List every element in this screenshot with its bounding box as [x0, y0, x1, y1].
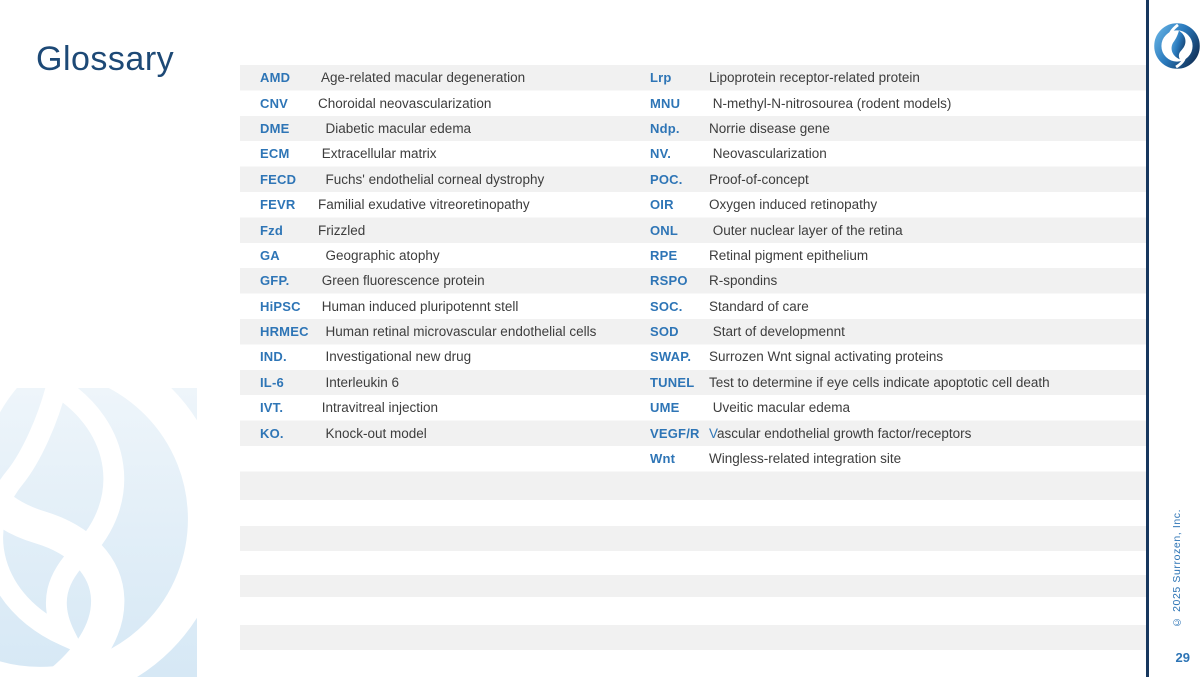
table-row: [240, 319, 642, 344]
term-label: IVT.: [260, 400, 284, 416]
table-row: [240, 294, 642, 319]
page-title: Glossary: [36, 40, 175, 78]
glossary-column-left: [240, 65, 642, 446]
table-row: [649, 344, 1146, 369]
term-label: TUNEL: [650, 374, 695, 390]
copyright-text: © 2025 Surrozen, Inc.: [1171, 508, 1183, 628]
definition-label: Choroidal neovascularization: [318, 95, 492, 111]
table-row: [649, 294, 1146, 319]
term-label: SOC.: [650, 298, 683, 314]
definition-label: Human retinal microvascular endothelial cells: [318, 324, 597, 340]
table-row: [649, 395, 1146, 420]
definition-label: Start of developmennt: [709, 324, 845, 340]
table-row: [649, 446, 1146, 471]
definition-label: R-spondins: [709, 273, 778, 289]
term-label: Fzd: [260, 222, 283, 238]
empty-table-row: [240, 575, 1146, 597]
definition-rest: ascular endothelial growth factor/receptors: [717, 425, 972, 441]
term-label: RSPO: [650, 273, 688, 289]
term-label: HiPSC: [260, 298, 301, 314]
table-row: [649, 141, 1146, 166]
term-label: POC.: [650, 171, 683, 187]
definition-label: Green fluorescence protein: [318, 273, 485, 289]
definition-label: Interleukin 6: [318, 374, 400, 390]
definition-label: Human induced pluripotennt stell: [318, 298, 519, 314]
table-row: [240, 141, 642, 166]
page-number: 29: [1175, 650, 1190, 665]
definition-label: Diabetic macular edema: [318, 120, 472, 136]
term-label: ONL: [650, 222, 679, 238]
term-label: RPE: [650, 247, 678, 263]
table-row: [649, 370, 1146, 395]
vertical-divider: [1146, 0, 1149, 677]
definition-label: Test to determine if eye cells indicate apoptotic cell death: [709, 374, 1050, 390]
table-row: [240, 90, 642, 115]
surrozen-watermark-icon: [0, 388, 197, 677]
table-row: [240, 243, 642, 268]
term-label: GA: [260, 247, 280, 263]
term-label: IND.: [260, 349, 287, 365]
table-row: [240, 370, 642, 395]
definition-label: Uveitic macular edema: [709, 400, 851, 416]
table-row: [649, 420, 1146, 445]
table-row: [649, 217, 1146, 242]
definition-label: Familial exudative vitreoretinopathy: [318, 197, 530, 213]
table-row: [649, 167, 1146, 192]
term-label: OIR: [650, 197, 674, 213]
definition-label: Retinal pigment epithelium: [709, 247, 869, 263]
term-label: MNU: [650, 95, 681, 111]
term-label: FEVR: [260, 197, 296, 213]
table-row: [240, 192, 642, 217]
definition-blue-initial: V: [709, 425, 718, 441]
empty-table-row: [240, 526, 1146, 551]
table-row: [649, 65, 1146, 90]
table-row: [649, 90, 1146, 115]
term-label: DME: [260, 120, 290, 136]
term-label: Wnt: [650, 451, 676, 467]
definition-label: Extracellular matrix: [318, 146, 437, 162]
glossary-table: [240, 65, 1146, 472]
table-row: [240, 116, 642, 141]
term-label: UME: [650, 400, 680, 416]
table-row: [240, 268, 642, 293]
definition-label: Neovascularization: [709, 146, 827, 162]
definition-label: Lipoprotein receptor-related protein: [709, 70, 920, 86]
term-label: CNV: [260, 95, 289, 111]
table-row: [240, 65, 642, 90]
definition-label: Fuchs' endothelial corneal dystrophy: [318, 171, 545, 187]
definition-label: Surrozen Wnt signal activating proteins: [709, 349, 944, 365]
definition-label: Standard of care: [709, 298, 809, 314]
term-label: NV.: [650, 146, 672, 162]
table-row: [649, 268, 1146, 293]
term-label: SOD: [650, 324, 679, 340]
table-row: [240, 217, 642, 242]
term-label: FECD: [260, 171, 297, 187]
definition-label: [709, 426, 971, 441]
term-label: IL-6: [260, 374, 284, 390]
term-label: Ndp.: [650, 120, 680, 136]
definition-label: Intravitreal injection: [318, 400, 439, 416]
table-row: [240, 420, 642, 445]
table-row: [240, 167, 642, 192]
term-label: ECM: [260, 146, 290, 162]
definition-label: Age-related macular degeneration: [318, 70, 526, 86]
term-label: VEGF/R: [650, 425, 700, 441]
empty-table-row: [240, 625, 1146, 650]
definition-label: Norrie disease gene: [709, 120, 830, 136]
definition-label: Oxygen induced retinopathy: [709, 197, 878, 213]
surrozen-logo-icon: [1154, 23, 1200, 69]
table-row: [649, 243, 1146, 268]
term-label: SWAP.: [650, 349, 692, 365]
term-label: GFP.: [260, 273, 290, 289]
table-row: [649, 319, 1146, 344]
term-label: KO.: [260, 425, 284, 441]
definition-label: Geographic atophy: [318, 247, 440, 263]
definition-label: Investigational new drug: [318, 349, 472, 365]
table-row: [649, 192, 1146, 217]
table-row: [240, 395, 642, 420]
definition-label: Outer nuclear layer of the retina: [709, 222, 903, 238]
term-label: HRMEC: [260, 324, 309, 340]
definition-label: Knock-out model: [318, 425, 427, 441]
term-label: Lrp: [650, 70, 672, 86]
glossary-column-right: [649, 65, 1146, 471]
table-row: [649, 116, 1146, 141]
definition-label: Frizzled: [318, 222, 366, 238]
term-label: AMD: [260, 70, 291, 86]
definition-label: Proof-of-concept: [709, 171, 809, 187]
definition-label: N-methyl-N-nitrosourea (rodent models): [709, 95, 952, 111]
empty-table-row: [240, 472, 1146, 500]
definition-label: Wingless-related integration site: [709, 451, 902, 467]
table-row: [240, 344, 642, 369]
